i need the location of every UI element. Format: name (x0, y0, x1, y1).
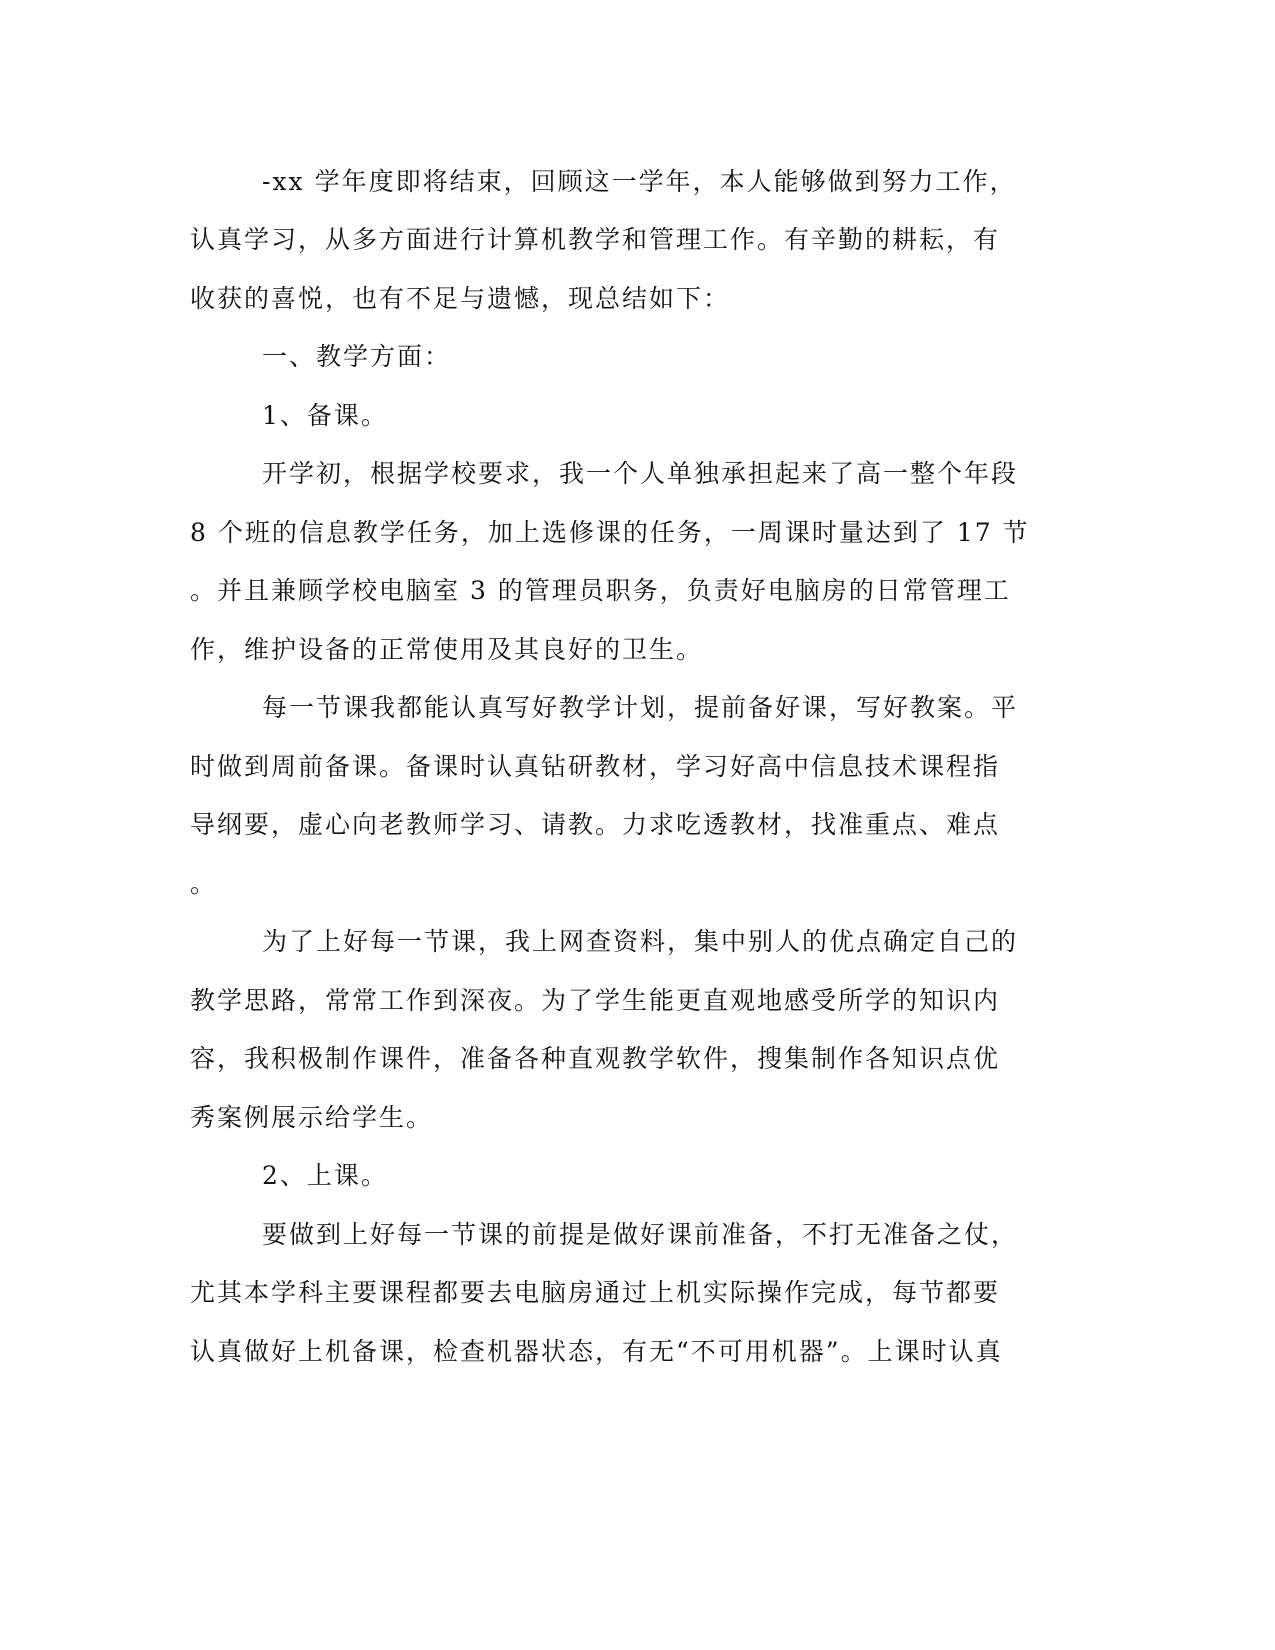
paragraph-line: 为了上好每一节课，我上网查资料，集中别人的优点确定自己的 (262, 927, 1019, 956)
paragraph-line: 尤其本学科主要课程都要去电脑房通过上机实际操作完成，每节都要 (190, 1278, 1001, 1307)
paragraph-line: 教学思路，常常工作到深夜。为了学生能更直观地感受所学的知识内 (190, 986, 1001, 1015)
paragraph-line: 作，维护设备的正常使用及其良好的卫生。 (190, 635, 704, 664)
paragraph-line: 每一节课我都能认真写好教学计划，提前备好课，写好教案。平 (262, 693, 1019, 722)
paragraph-line: 时做到周前备课。备课时认真钻研教材，学习好高中信息技术课程指 (190, 752, 1001, 781)
paragraph-line: 收获的喜悦，也有不足与遗憾，现总结如下： (190, 284, 731, 313)
paragraph-line: 开学初，根据学校要求，我一个人单独承担起来了高一整个年段 (262, 459, 1019, 488)
paragraph-line: 容，我积极制作课件，准备各种直观教学软件，搜集制作各知识点优 (190, 1044, 1001, 1073)
paragraph-line: 秀案例展示给学生。 (190, 1103, 434, 1132)
paragraph-line: 。 (190, 869, 218, 898)
subsection-heading: 1、备课。 (262, 401, 388, 430)
paragraph-line: -xx 学年度即将结束，回顾这一学年，本人能够做到努力工作， (262, 167, 1017, 196)
paragraph-line: 8 个班的信息教学任务，加上选修课的任务，一周课时量达到了 17 节 (190, 518, 1030, 547)
section-heading: 一、教学方面： (262, 342, 452, 371)
paragraph-line: 认真学习，从多方面进行计算机教学和管理工作。有辛勤的耕耘，有 (190, 225, 1001, 254)
subsection-heading: 2、上课。 (262, 1161, 388, 1190)
paragraph-line: 。并且兼顾学校电脑室 3 的管理员职务，负责好电脑房的日常管理工 (190, 576, 1011, 605)
paragraph-line: 要做到上好每一节课的前提是做好课前准备，不打无准备之仗， (262, 1220, 1019, 1249)
paragraph-line: 导纲要，虚心向老教师学习、请教。力求吃透教材，找准重点、难点 (190, 810, 1001, 839)
paragraph-line: 认真做好上机备课，检查机器状态，有无“不可用机器”。上课时认真 (190, 1337, 1003, 1366)
